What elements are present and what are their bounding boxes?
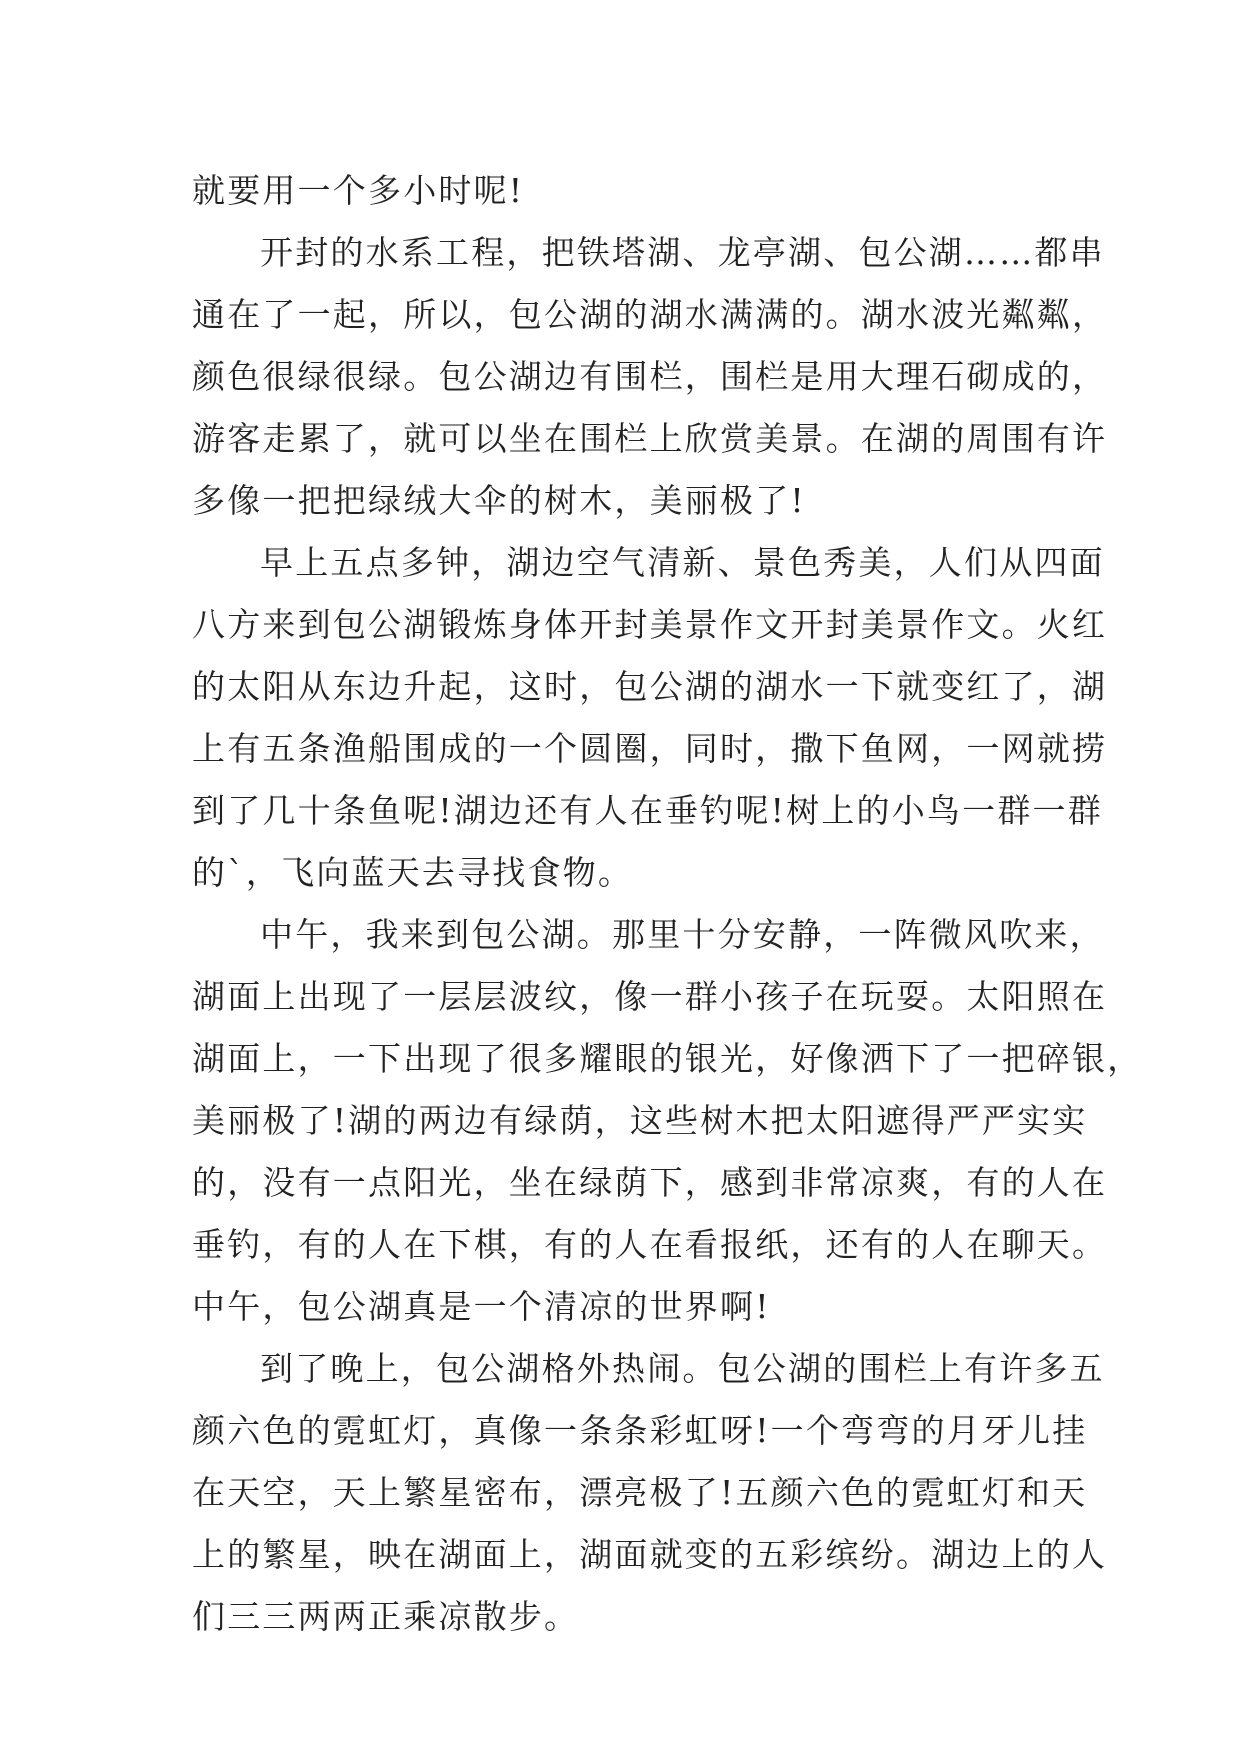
text-line: 颜六色的霓虹灯，真像一条条彩虹呀!一个弯弯的月牙儿挂 xyxy=(192,1411,1088,1450)
text-line: 游客走累了，就可以坐在围栏上欣赏美景。在湖的周围有许 xyxy=(192,419,1108,458)
text-line: 通在了一起，所以，包公湖的湖水满满的。湖水波光粼粼， xyxy=(192,295,1108,334)
text-line: 们三三两两正乘凉散步。 xyxy=(192,1597,580,1636)
essay-body xyxy=(192,160,1143,1648)
paragraph-first-line: 早上五点多钟，湖边空气清新、景色秀美，人们从四面 xyxy=(260,543,1105,582)
paragraph-first-line: 开封的水系工程，把铁塔湖、龙亭湖、包公湖……都串 xyxy=(260,233,1105,272)
text-line: 就要用一个多小时呢! xyxy=(192,171,525,210)
text-line: 八方来到包公湖锻炼身体开封美景作文开封美景作文。火红 xyxy=(192,605,1108,644)
text-line: 在天空，天上繁星密布，漂亮极了!五颜六色的霓虹灯和天 xyxy=(192,1473,1088,1512)
text-line: 的太阳从东边升起，这时，包公湖的湖水一下就变红了，湖 xyxy=(192,667,1108,706)
text-line: 的`，飞向蓝天去寻找食物。 xyxy=(192,853,634,892)
text-line: 多像一把把绿绒大伞的树木，美丽极了! xyxy=(192,481,806,520)
text-line: 上有五条渔船围成的一个圆圈，同时，撒下鱼网，一网就捞 xyxy=(192,729,1108,768)
paragraph-first-line: 中午，我来到包公湖。那里十分安静，一阵微风吹来， xyxy=(260,915,1105,954)
text-line: 美丽极了!湖的两边有绿荫，这些树木把太阳遮得严严实实 xyxy=(192,1101,1088,1140)
text-line: 垂钓，有的人在下棋，有的人在看报纸，还有的人在聊天。 xyxy=(192,1225,1108,1264)
text-line: 到了几十条鱼呢!湖边还有人在垂钓呢!树上的小鸟一群一群 xyxy=(192,791,1103,830)
paragraph-first-line: 到了晚上，包公湖格外热闹。包公湖的围栏上有许多五 xyxy=(260,1349,1105,1388)
text-line: 上的繁星，映在湖面上，湖面就变的五彩缤纷。湖边上的人 xyxy=(192,1535,1108,1574)
text-line: 中午，包公湖真是一个清凉的世界啊! xyxy=(192,1287,771,1326)
text-line: 湖面上出现了一层层波纹，像一群小孩子在玩耍。太阳照在 xyxy=(192,977,1108,1016)
text-line: 颜色很绿很绿。包公湖边有围栏，围栏是用大理石砌成的， xyxy=(192,357,1108,396)
text-line: 湖面上，一下出现了很多耀眼的银光，好像洒下了一把碎银， xyxy=(192,1039,1143,1078)
text-line: 的，没有一点阳光，坐在绿荫下，感到非常凉爽，有的人在 xyxy=(192,1163,1108,1202)
